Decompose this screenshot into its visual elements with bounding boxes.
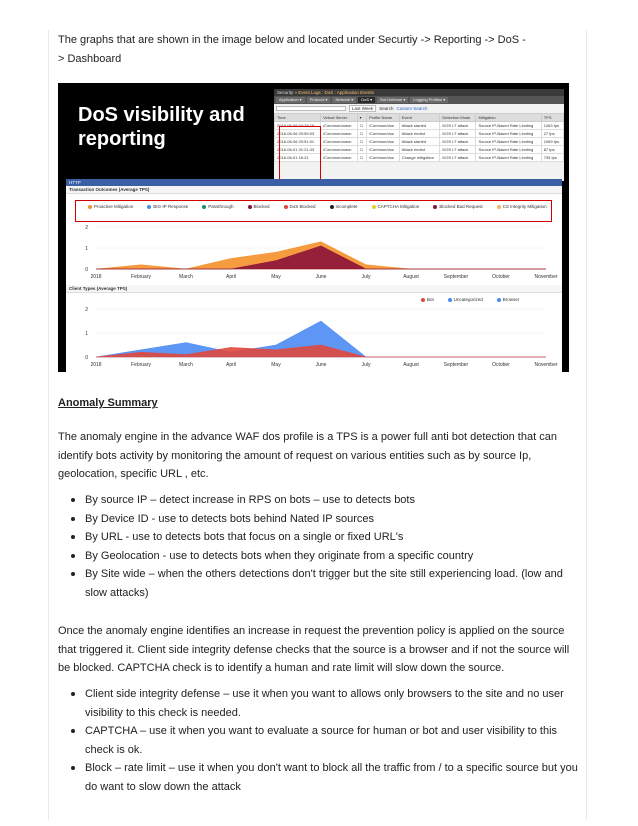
detection-method-item: By Site wide – when the others detections don't trigger but the site still experiencing load. (low and slow attacks)	[58, 565, 578, 602]
nav-tab[interactable]: Protocol ▾	[307, 97, 331, 103]
anomaly-summary-heading: Anomaly Summary	[58, 397, 158, 409]
legend-label: CAPTCHA Mitigation	[377, 204, 420, 209]
legend-label: Bot	[427, 297, 434, 302]
column-header[interactable]: ▾	[357, 114, 366, 122]
table-cell: DOS LT attack	[440, 146, 476, 154]
legend-label: Blocked Bad Request	[439, 204, 483, 209]
y-tick-label: 2	[85, 307, 88, 313]
legend-label: Passthrough	[208, 204, 234, 209]
table-cell: /Common/dos	[367, 138, 400, 146]
nav-tab[interactable]: Application ▾	[276, 97, 305, 103]
y-tick-label: 1	[85, 331, 88, 337]
table-cell: Attack started	[399, 138, 440, 146]
detection-method-item: By Geolocation - use to detects bots when they originate from a specific country	[58, 547, 578, 566]
y-tick-label: 1	[85, 246, 88, 252]
legend-swatch	[448, 298, 452, 302]
transaction-outcomes-chart	[66, 223, 562, 283]
custom-search-link[interactable]: Custom Search	[396, 106, 428, 111]
area-series-blocked	[96, 246, 546, 269]
legend-swatch	[421, 298, 425, 302]
legend-entry[interactable]	[421, 297, 434, 302]
legend-label: DoS Blocked	[289, 204, 316, 209]
table-cell: ☐	[357, 154, 366, 162]
x-tick-label: August	[403, 274, 419, 280]
table-cell: 735 tps	[541, 154, 563, 162]
legend-entry[interactable]	[497, 297, 520, 302]
nav-tab[interactable]: DoS ▾	[358, 97, 375, 103]
table-cell: Attack ended	[399, 146, 440, 154]
mitigation-method-list	[58, 685, 578, 796]
legend-swatch	[497, 298, 501, 302]
legend-label: Blocked	[253, 204, 270, 209]
detection-method-item: By URL - use to detects bots that focus on a single or fixed URL's	[58, 528, 578, 547]
mitigation-highlight-box	[279, 126, 321, 182]
client-types-title: Client Types (Average TPS)	[66, 285, 562, 293]
table-cell: Source IP-Based Rate Limiting	[476, 130, 541, 138]
intro-line-1: The graphs that are shown in the image below and located under Securtiy -> Reporting -> DoS -	[58, 34, 526, 46]
table-cell: DOS LT attack	[440, 122, 476, 130]
x-tick-label: September	[443, 362, 469, 368]
security-breadcrumb-path: » Event Logs : DoS : Application Events	[294, 90, 374, 95]
table-cell: 2018-06-06 04:28:19	[275, 122, 321, 130]
nav-tab[interactable]: Logging Profiles ▾	[410, 97, 448, 103]
search-button[interactable]: Search	[379, 106, 394, 111]
table-cell: Attack started	[399, 122, 440, 130]
x-tick-label: July	[361, 274, 371, 280]
security-breadcrumb-root: Security	[277, 90, 294, 95]
table-cell: 1263 tps	[541, 122, 563, 130]
table-cell: /Common/auton	[321, 146, 358, 154]
mitigation-method-item: Block – rate limit – use it when you don't want to block all the traffic from / to a specific source but you do want to slow down the attack	[58, 759, 578, 796]
table-cell: Source IP-Based Rate Limiting	[476, 122, 541, 130]
table-header-row	[275, 114, 564, 122]
security-breadcrumb	[274, 89, 564, 96]
legend-label: Incomplete	[335, 204, 358, 209]
mitigation-method-item: CAPTCHA – use it when you want to evaluate a source for human or bot and user visibility to this check is ok.	[58, 722, 578, 759]
detection-method-list	[58, 491, 578, 602]
legend-label: Uncategorized	[453, 297, 483, 302]
table-cell: Source IP-Based Rate Limiting	[476, 138, 541, 146]
x-tick-label: February	[130, 274, 152, 280]
prevention-paragraph: Once the anomaly engine identifies an increase in request the prevention policy is applied on the source that triggered it. Client side integrity defense checks that the source is a browser and if not the source will be blocked. CAPTCHA check is to identify a human and rate limit will slow down the source.	[58, 625, 570, 674]
x-tick-label: February	[130, 362, 152, 368]
table-cell: 87 tps	[541, 146, 563, 154]
column-header[interactable]: TPS	[541, 114, 563, 122]
x-tick-label: October	[492, 362, 510, 368]
table-cell: ☐	[357, 122, 366, 130]
x-tick-label: March	[179, 362, 193, 368]
x-tick-label: June	[315, 274, 327, 280]
hero-title	[78, 103, 245, 151]
x-tick-label: March	[179, 274, 193, 280]
table-cell: DOS LT attack	[440, 130, 476, 138]
table-cell: 27 tps	[541, 130, 563, 138]
x-tick-label: August	[403, 362, 419, 368]
client-types-legend	[421, 297, 561, 302]
table-cell: DOS LT attack	[440, 154, 476, 162]
x-tick-label: September	[443, 274, 469, 280]
y-tick-label: 2	[85, 225, 88, 231]
x-tick-label: November	[534, 274, 558, 280]
x-tick-label: May	[271, 274, 281, 280]
dos-reporting-screenshot	[58, 83, 569, 372]
legend-highlight-box	[75, 200, 552, 222]
table-cell: DOS LT attack	[440, 138, 476, 146]
table-cell: 2018-06-06 03:59:03	[275, 130, 321, 138]
page-rule-left	[48, 30, 49, 820]
table-cell: ☐	[357, 146, 366, 154]
legend-label: Browser	[502, 297, 520, 302]
table-cell: /Common/dos	[367, 130, 400, 138]
column-header[interactable]: Event	[399, 114, 440, 122]
mitigation-method-item: Client side integrity defense – use it when you want to allows only browsers to the site and no user visibility to this check is needed.	[58, 685, 578, 722]
table-cell: /Common/auton	[321, 154, 358, 162]
page-rule-right	[586, 30, 587, 820]
x-tick-label: 2018	[90, 362, 102, 368]
table-cell: /Common/auton	[321, 122, 358, 130]
table-cell: /Common/dos	[367, 122, 400, 130]
column-header[interactable]: Profile Name	[367, 114, 400, 122]
x-tick-label: July	[361, 362, 371, 368]
column-header[interactable]: Detection Mode	[440, 114, 476, 122]
column-header[interactable]: Time	[275, 114, 321, 122]
x-tick-label: April	[225, 362, 237, 368]
table-cell: /Common/auton	[321, 130, 358, 138]
view-select[interactable]: Last Week	[349, 105, 376, 112]
table-cell: Attack ended	[399, 130, 440, 138]
table-cell: /Common/dos	[367, 154, 400, 162]
x-tick-label: 2018	[90, 274, 102, 280]
search-input[interactable]	[276, 106, 346, 111]
table-cell: 2018-06-01 01:21:43	[275, 146, 321, 154]
intro-paragraph	[58, 31, 578, 68]
x-tick-label: June	[315, 362, 327, 368]
y-tick-label: 0	[85, 267, 88, 273]
detection-method-item: By source IP – detect increase in RPS on bots – use to detects bots	[58, 491, 578, 510]
table-cell: /Common/dos	[367, 146, 400, 154]
table-cell: 2018-06-01 16:21	[275, 154, 321, 162]
table-cell: ☐	[357, 130, 366, 138]
legend-label: Proactive Mitigation	[94, 204, 134, 209]
table-cell: Source IP-Based Rate Limiting	[476, 146, 541, 154]
y-tick-label: 0	[85, 355, 88, 361]
nav-tab[interactable]: Network ▾	[332, 97, 356, 103]
table-cell: ☐	[357, 138, 366, 146]
column-header[interactable]: Virtual Server	[321, 114, 358, 122]
hero-title-line-2: reporting	[78, 128, 166, 150]
x-tick-label: May	[271, 362, 281, 368]
legend-entry[interactable]	[448, 297, 483, 302]
x-tick-label: October	[492, 274, 510, 280]
dos-dashboard	[66, 179, 562, 372]
hero-title-line-1: DoS visibility and	[78, 104, 245, 126]
table-cell: /Common/auton	[321, 138, 358, 146]
table-cell: Source IP-Based Rate Limiting	[476, 154, 541, 162]
dashboard-header-bar: HTTP	[66, 179, 562, 186]
legend-label: CS Integrity Mitigation	[502, 204, 547, 209]
anomaly-paragraph: The anomaly engine in the advance WAF dos profile is a TPS is a power full anti bot detection that can identify bots activity by monitoring the amount of request on various entities such as by source Ip, geolocation, specific URL , etc.	[58, 431, 557, 480]
intro-line-2: > Dashboard	[58, 52, 122, 65]
x-tick-label: April	[225, 274, 237, 280]
legend-label: BIG-IP Response	[153, 204, 189, 209]
security-search-bar	[274, 104, 564, 113]
table-cell: Change mitigation	[399, 154, 440, 162]
transaction-outcomes-title: Transaction Outcomes (Average TPS)	[66, 186, 562, 194]
client-types-chart	[66, 305, 562, 371]
column-header[interactable]: Mitigation	[476, 114, 541, 122]
detection-method-item: By Device ID - use to detects bots behind Nated IP sources	[58, 510, 578, 529]
security-nav-tabs	[274, 96, 564, 104]
table-cell: 2018-06-06 03:51:01	[275, 138, 321, 146]
table-cell: 1069 tps	[541, 138, 563, 146]
nav-tab[interactable]: Bot Defense ▾	[377, 97, 408, 103]
x-tick-label: November	[534, 362, 558, 368]
